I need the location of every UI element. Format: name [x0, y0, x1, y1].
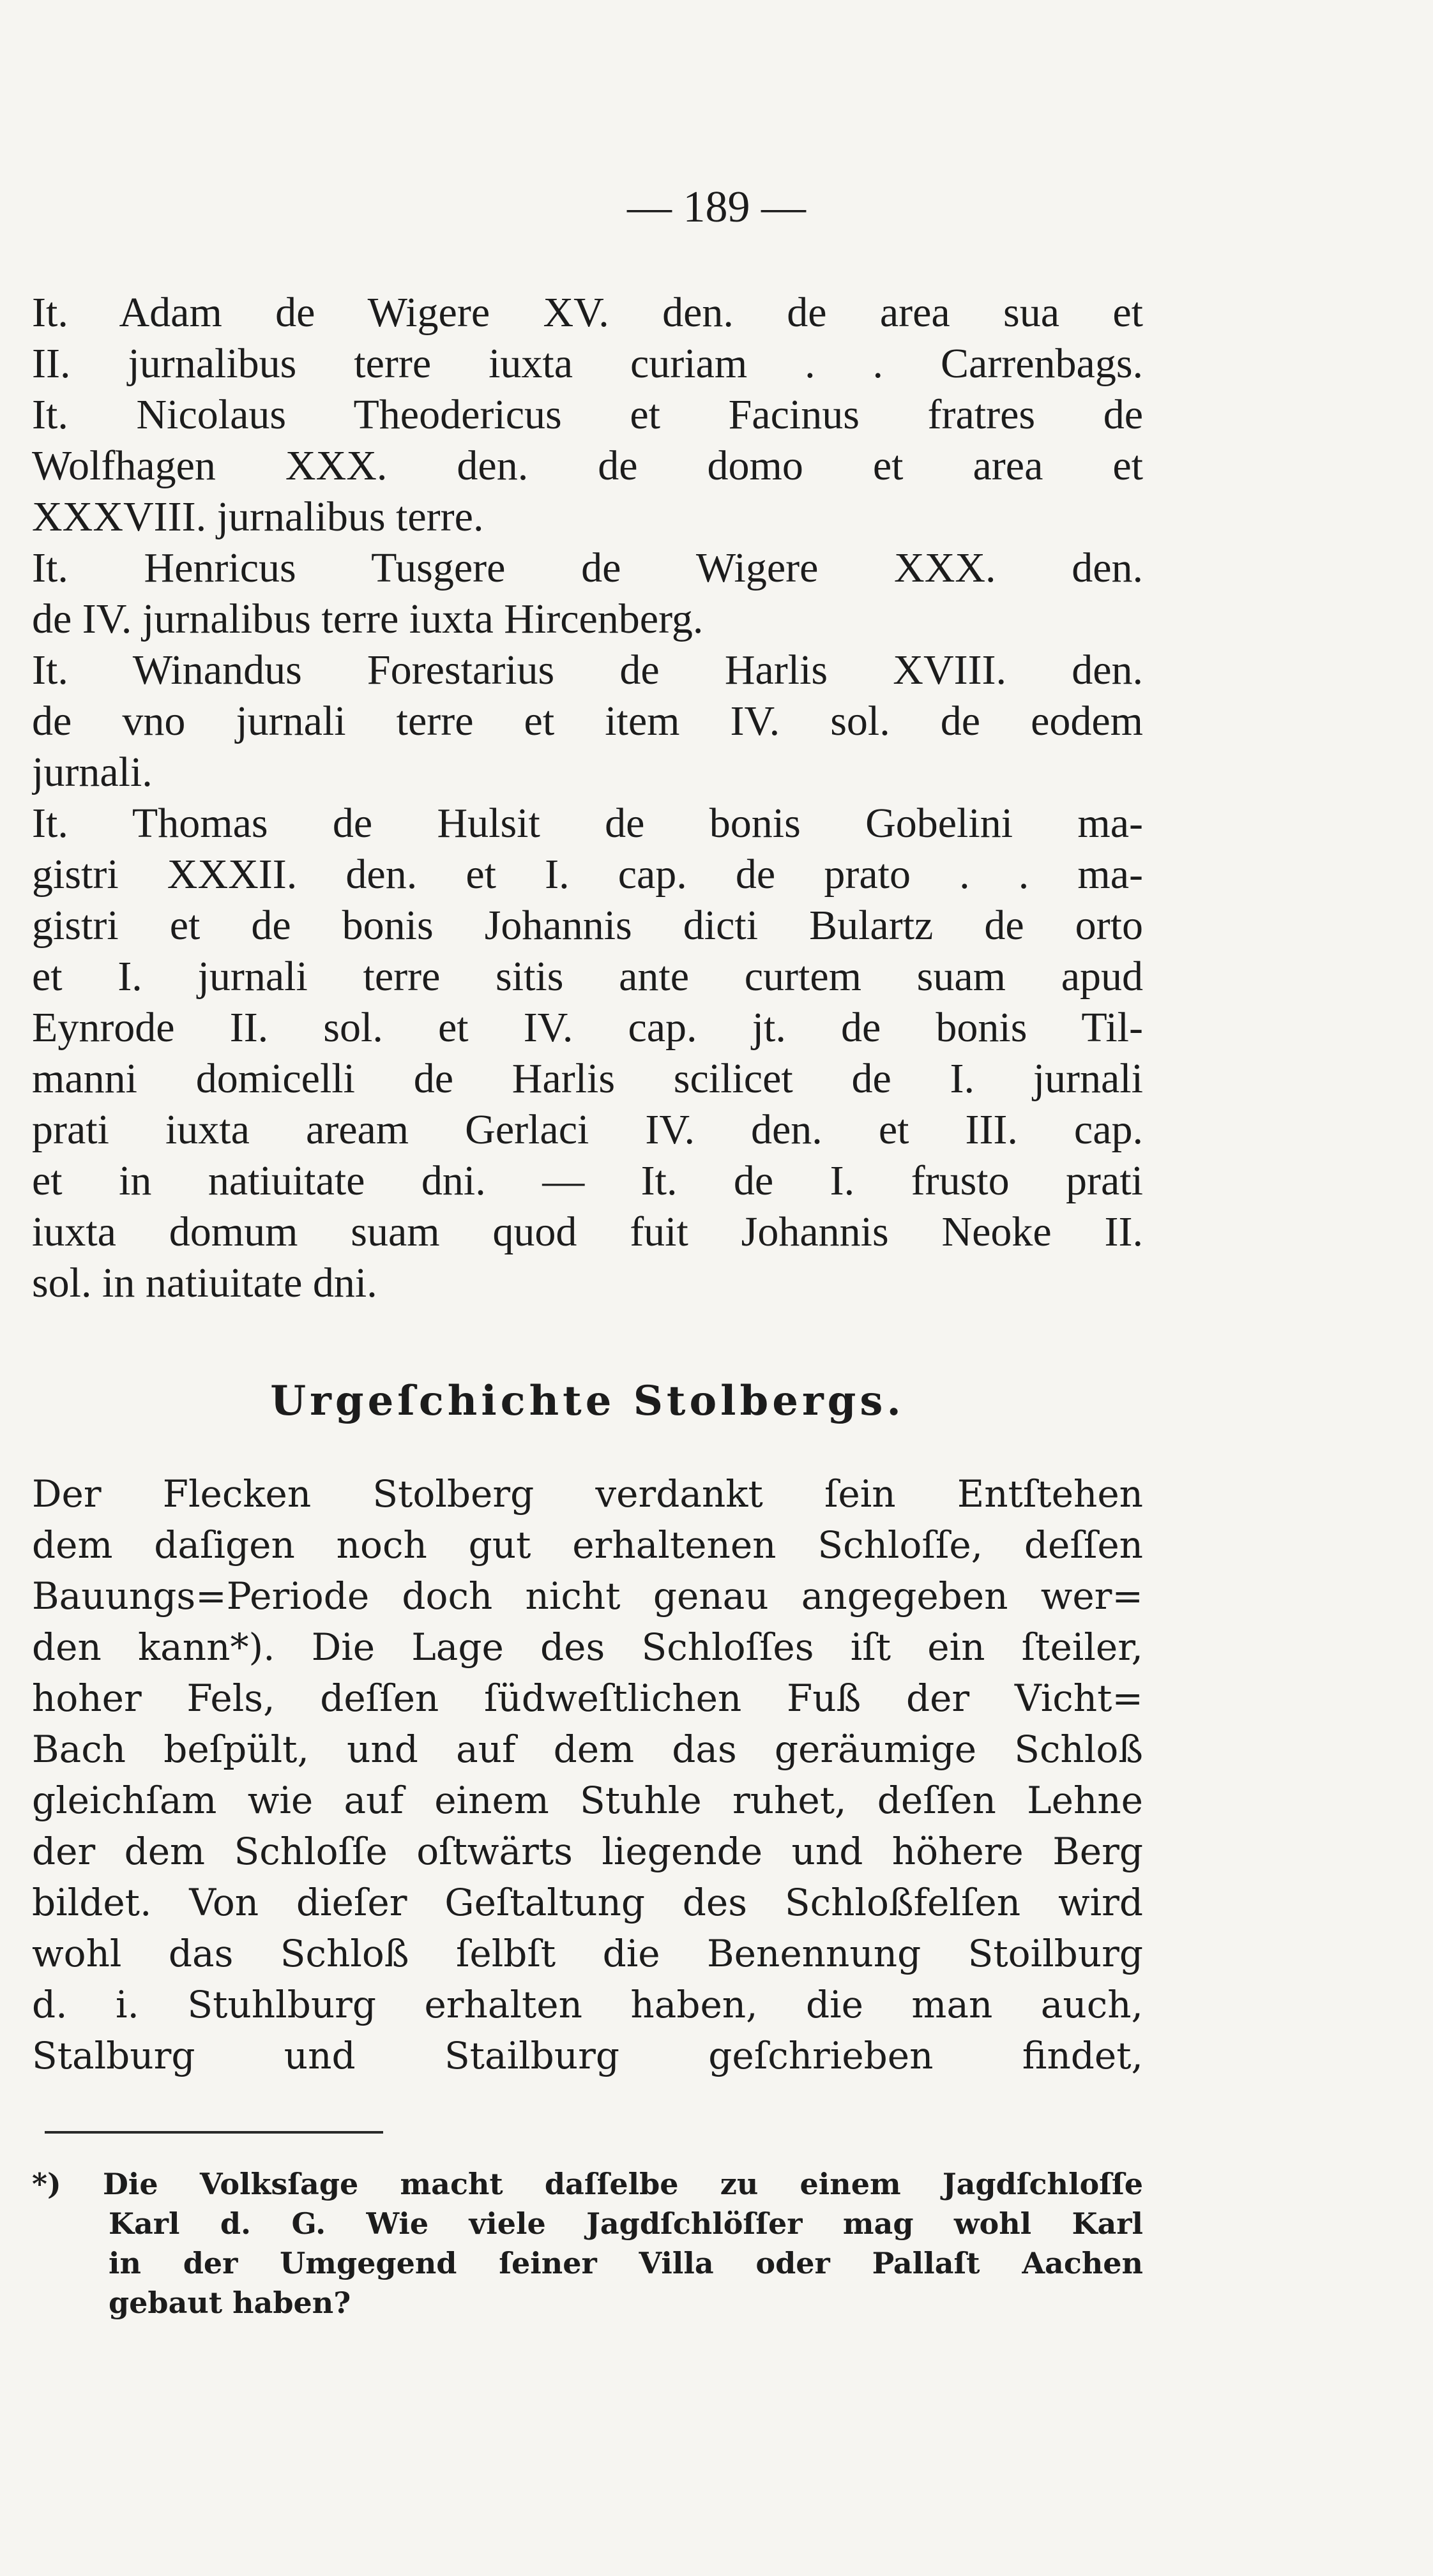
page-number: — 189 —	[627, 183, 806, 232]
section-heading: Urgeſchichte Stolbergs.	[270, 1377, 905, 1425]
text-line: II. jurnalibus terre iuxta curiam . . Carrenbags.	[32, 340, 1143, 387]
text-line: der dem Schloſſe oſtwärts liegende und höhere Berg	[32, 1830, 1143, 1873]
text-line: manni domicelli de Harlis scilicet de I. jurnali	[32, 1055, 1143, 1102]
text-line: Wolfhagen XXX. den. de domo et area et	[32, 442, 1143, 489]
footnote-line: *) Die Volksſage macht daſſelbe zu einem Jagdſchloſſe	[32, 2167, 1143, 2201]
text-line: It. Nicolaus Theodericus et Facinus fratres de	[32, 391, 1143, 438]
footnote-line: gebaut haben?	[109, 2286, 351, 2320]
footnote-divider	[45, 2131, 383, 2134]
text-line: wohl das Schloß ſelbſt die Benennung Stoilburg	[32, 1932, 1143, 1975]
latin-register-text	[32, 287, 1143, 1309]
text-line: gleichſam wie auf einem Stuhle ruhet, deſſen Lehne	[32, 1779, 1143, 1822]
text-line: It. Winandus Forestarius de Harlis XVIII. den.	[32, 647, 1143, 693]
text-line: bildet. Von dieſer Geſtaltung des Schloßfelſen wird	[32, 1881, 1143, 1924]
text-line: sol. in natiuitate dni.	[32, 1260, 377, 1306]
footnote	[32, 2164, 1143, 2323]
text-line: It. Thomas de Hulsit de bonis Gobelini ma-	[32, 800, 1143, 847]
text-line: et I. jurnali terre sitis ante curtem suam apud	[32, 953, 1143, 1000]
text-line: jurnali.	[32, 749, 153, 795]
text-line: dem daſigen noch gut erhaltenen Schloſſe, deſſen	[32, 1523, 1143, 1567]
footnote-line: Karl d. G. Wie viele Jagdſchlöſſer mag wohl Karl	[109, 2206, 1143, 2241]
text-line: Stalburg und Stailburg geſchrieben findet,	[32, 2034, 1143, 2077]
text-line: It. Henricus Tusgere de Wigere XXX. den.	[32, 545, 1143, 591]
text-line: de vno jurnali terre et item IV. sol. de eodem	[32, 698, 1143, 744]
text-line: Bauungs=Periode doch nicht genau angegeben wer=	[32, 1574, 1143, 1618]
text-line: XXXVIII. jurnalibus terre.	[32, 493, 484, 540]
text-line: gistri et de bonis Johannis dicti Bulartz de orto	[32, 902, 1143, 949]
text-line: de IV. jurnalibus terre iuxta Hircenberg.	[32, 596, 704, 642]
text-line: prati iuxta aream Gerlaci IV. den. et III. cap.	[32, 1106, 1143, 1153]
text-line: Der Flecken Stolberg verdankt ſein Entſtehen	[32, 1472, 1143, 1516]
text-line: Bach beſpült, und auf dem das geräumige Schloß	[32, 1728, 1143, 1771]
text-line: gistri XXXII. den. et I. cap. de prato . . ma-	[32, 851, 1143, 898]
text-line: It. Adam de Wigere XV. den. de area sua et	[32, 289, 1143, 336]
text-line: Eynrode II. sol. et IV. cap. jt. de bonis Til-	[32, 1004, 1143, 1051]
text-line: hoher Fels, deſſen ſüdweſtlichen Fuß der Vicht=	[32, 1676, 1143, 1720]
text-line: et in natiuitate dni. — It. de I. frusto prati	[32, 1157, 1143, 1204]
text-line: iuxta domum suam quod fuit Johannis Neoke II.	[32, 1209, 1143, 1255]
footnote-line: in der Umgegend ſeiner Villa oder Pallaſt Aachen	[109, 2246, 1143, 2280]
german-body-text	[32, 1468, 1143, 2081]
text-line: d. i. Stuhlburg erhalten haben, die man auch,	[32, 1983, 1143, 2026]
text-line: den kann*). Die Lage des Schloſſes iſt ein ſteiler,	[32, 1625, 1143, 1669]
